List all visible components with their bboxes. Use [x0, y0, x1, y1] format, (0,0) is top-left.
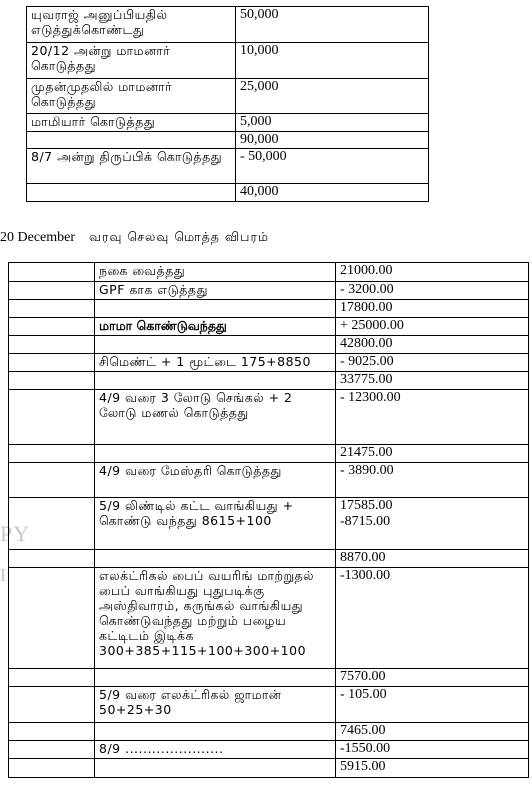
row-amount: - 9025.00 — [336, 354, 529, 372]
table-row — [9, 723, 529, 741]
row-spacer-cell — [9, 463, 95, 498]
row-spacer-cell — [9, 687, 95, 723]
table-row — [9, 463, 529, 498]
table-row — [27, 132, 429, 149]
row-description: 4/9 வரை 3 லோடு செங்கல் + 2 லோடு மணல் கொடுத்தது — [95, 390, 336, 445]
row-label: முதன்முதலில் மாமனார் கொடுத்தது — [27, 79, 236, 114]
row-description — [95, 372, 336, 390]
row-spacer-cell — [9, 550, 95, 568]
summary-heading — [0, 229, 269, 246]
row-description — [95, 723, 336, 741]
row-description — [95, 550, 336, 568]
row-description: GPF காக எடுத்தது — [95, 282, 336, 300]
table-row — [9, 669, 529, 687]
row-amount: 40,000 — [236, 184, 429, 202]
table-row — [27, 149, 429, 184]
row-amount: 50,000 — [236, 7, 429, 43]
row-amount: 21000.00 — [336, 263, 529, 282]
row-spacer-cell — [9, 741, 95, 759]
row-description — [95, 300, 336, 318]
table-row — [9, 498, 529, 550]
row-amount: 90,000 — [236, 132, 429, 149]
table-row — [9, 354, 529, 372]
row-amount: -1300.00 — [336, 568, 529, 669]
table-row — [9, 550, 529, 568]
row-spacer-cell — [9, 390, 95, 445]
table-row — [9, 300, 529, 318]
row-spacer-cell — [9, 498, 95, 550]
row-spacer-cell — [9, 300, 95, 318]
table-row — [9, 741, 529, 759]
contributions-table — [26, 6, 429, 202]
row-amount: 5915.00 — [336, 759, 529, 778]
row-amount: 7465.00 — [336, 723, 529, 741]
row-description — [95, 759, 336, 778]
row-label: மாமியார் கொடுத்தது — [27, 114, 236, 132]
row-description: எலக்ட்ரிகல் பைப் வயரிங் மாற்றுதல் பைப் வாங்கியது புதுபடிக்கு அஸ்திவாரம், கருங்கல் வாங்கியது கொண்டுவந்தது மற்றும் பழைய கட்டிடம் இடிக்க 300+385+115+100+300+100 — [95, 568, 336, 669]
watermark-text: PY — [0, 521, 31, 546]
row-label: 20/12 அன்று மாமனார் கொடுத்தது — [27, 43, 236, 79]
row-spacer-cell — [9, 445, 95, 463]
row-label — [27, 184, 236, 202]
row-spacer-cell — [9, 723, 95, 741]
row-amount: 17800.00 — [336, 300, 529, 318]
row-amount: - 12300.00 — [336, 390, 529, 445]
table-row — [27, 43, 429, 79]
row-spacer-cell — [9, 759, 95, 778]
row-description: மாமா கொண்டுவந்தது — [95, 318, 336, 336]
table-row — [9, 568, 529, 669]
row-spacer-cell — [9, 372, 95, 390]
row-amount: 7570.00 — [336, 669, 529, 687]
row-amount: 25,000 — [236, 79, 429, 114]
table-row — [9, 445, 529, 463]
table-row — [9, 282, 529, 300]
row-amount: - 105.00 — [336, 687, 529, 723]
table-row — [27, 7, 429, 43]
row-label: யுவராஜ் அனுப்பியதில் எடுத்துக்கொண்டது — [27, 7, 236, 43]
row-label — [27, 132, 236, 149]
row-description — [95, 669, 336, 687]
row-amount: 21475.00 — [336, 445, 529, 463]
row-description: சிமெண்ட் + 1 மூட்டை 175+8850 — [95, 354, 336, 372]
row-spacer-cell — [9, 336, 95, 354]
row-label: 8/7 அன்று திருப்பிக் கொடுத்தது — [27, 149, 236, 184]
table-row — [9, 390, 529, 445]
row-amount: - 3200.00 — [336, 282, 529, 300]
row-description: நகை வைத்தது — [95, 263, 336, 282]
table-row — [9, 263, 529, 282]
row-amount: 5,000 — [236, 114, 429, 132]
row-spacer-cell — [9, 568, 95, 669]
row-description: 5/9 வரை எலக்ட்ரிகல் ஜாமான் 50+25+30 — [95, 687, 336, 723]
expense-ledger-table — [8, 262, 529, 778]
table-row — [9, 687, 529, 723]
row-amount: - 50,000 — [236, 149, 429, 184]
row-spacer-cell — [9, 669, 95, 687]
row-description — [95, 445, 336, 463]
watermark-text-2: I — [0, 565, 6, 585]
table-row — [9, 336, 529, 354]
table-row — [27, 114, 429, 132]
table-row — [9, 318, 529, 336]
row-amount: 17585.00 -8715.00 — [336, 498, 529, 550]
heading-title: வரவு செலவு மொத்த விபரம் — [89, 229, 269, 244]
table-row — [27, 184, 429, 202]
row-amount: 10,000 — [236, 43, 429, 79]
row-description: 5/9 லிண்டில் கட்ட வாங்கியது + கொண்டு வந்தது 8615+100 — [95, 498, 336, 550]
row-description — [95, 336, 336, 354]
heading-date: 20 December — [0, 230, 76, 245]
table-row — [9, 372, 529, 390]
row-amount: + 25000.00 — [336, 318, 529, 336]
row-spacer-cell — [9, 354, 95, 372]
row-description: 4/9 வரை மேஸ்தரி கொடுத்தது — [95, 463, 336, 498]
row-amount: 8870.00 — [336, 550, 529, 568]
row-spacer-cell — [9, 318, 95, 336]
row-amount: 42800.00 — [336, 336, 529, 354]
row-amount: -1550.00 — [336, 741, 529, 759]
row-description: 8/9 ...................... — [95, 741, 336, 759]
table-row — [27, 79, 429, 114]
table-row — [9, 759, 529, 778]
row-spacer-cell — [9, 263, 95, 282]
row-amount: - 3890.00 — [336, 463, 529, 498]
row-spacer-cell — [9, 282, 95, 300]
row-amount: 33775.00 — [336, 372, 529, 390]
